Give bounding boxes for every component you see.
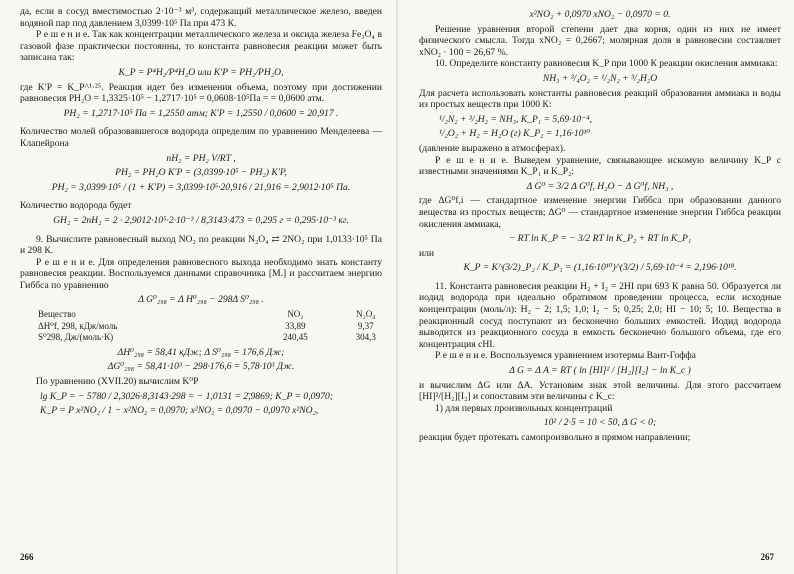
- equation: ¹/₂O₂ + H₂ = H₂O (г) K_P₂ = 1,16·10¹⁰: [439, 128, 591, 140]
- table-header-cell: N₂O₄: [356, 309, 376, 320]
- equation: ¹/₂N₂ + ³/₂H₂ = NH₃, K_P₁ = 5,69·10⁻⁴,: [439, 113, 592, 125]
- paragraph: и вычислим ΔG или ΔA. Установим знак этой величины. Для этого рассчитаем [HI]²/[H₂][I₂] и сопоставим эти величины с K_c:: [419, 379, 781, 403]
- table-cell: 304,3: [355, 332, 376, 343]
- thermo-table: [36, 309, 397, 344]
- paragraph: или: [419, 247, 435, 259]
- equation: K_P = K^(3/2)_P₂ / K_P₁ = (1,16·10¹⁰)^(3/2) / 5,69·10⁻⁴ = 2,196·10¹⁸.: [463, 262, 737, 274]
- equation: NH₃ + ³/₄O₂ = ¹/₂N₂ + ³/₂H₂O: [542, 72, 658, 84]
- paragraph: Решение уравнения второй степени дает два корня, один из них не имеет физического смысла. Тогда xNO₂ = 0,2667; молярная доля в равновесии составляет xNO₂ · 100 = 26,67 %.: [419, 23, 781, 58]
- equation: Δ G = Δ A = RT ( ln [HI]² / [H₂][I₂] − ln K_c ): [509, 365, 691, 377]
- paragraph: Для расчета использовать константы равновесия реакций образования аммиака и воды из простых веществ при 1000 К:: [419, 87, 781, 111]
- paragraph: Количество молей образовавшегося водорода определим по уравнению Менделеева — Клапейрона: [20, 126, 382, 149]
- equation: nH₂ = PH₂ V/RT ,: [166, 152, 236, 164]
- table-cell: S⁰298, Дж/(моль·К): [38, 332, 114, 343]
- table-row: [36, 332, 397, 344]
- equation: Δ G⁰₂₉₈ = Δ H⁰₂₉₈ − 298Δ S⁰₂₉₈ .: [138, 294, 264, 306]
- table-cell: ΔH⁰f, 298, кДж/моль: [38, 320, 118, 331]
- right-column: [419, 6, 781, 444]
- solution-paragraph: Р е ш е н и е. Выведем уравнение, связывающее искомую величину K_P с известными значениями K_P₁ и K_P₂:: [419, 154, 781, 178]
- equation: x²NO₂ + 0,0970 xNO₂ − 0,0970 = 0.: [529, 9, 671, 20]
- paragraph: реакция будет протекать самопроизвольно в прямом направлении;: [419, 432, 691, 443]
- problem-9: 9. Вычислите равновесный выход NO₂ по реакции N₂O₄ ⇄ 2NO₂ при 1,0133·10⁵ Па и 298 К.: [20, 233, 382, 257]
- equation: − RT ln K_P = − 3/2 RT ln K_P₂ + RT ln K_P₁: [508, 233, 692, 245]
- equation: PH₂ = PH₂O K′P = (3,0399·10⁵ − PH₂) K′P,: [115, 167, 287, 179]
- table-cell: 240,45: [283, 332, 308, 343]
- equation: GH₂ = 2nH₂ = 2 · 2,9012·10⁵·2·10⁻³ / 8,3143·473 = 0,295 г = 0,295·10⁻³ кг.: [53, 214, 349, 226]
- paragraph: По уравнению (XVII.20) вычислим K⁰P: [36, 376, 199, 388]
- paragraph: где ΔG⁰f,i — стандартное изменение энергии Гиббса при образовании данного вещества из простых веществ; ΔG⁰ — стандартное изменение энергии Гиббса реакции окисления аммиака,: [419, 195, 781, 230]
- equation: Δ G⁰ = 3/2 Δ G⁰f, H₂O − Δ G⁰f, NH₃ ,: [526, 180, 674, 192]
- equation: ΔH⁰₂₉₈ = 58,41 кДж; Δ S⁰₂₉₈ = 176,6 Дж;: [117, 346, 285, 358]
- solution-paragraph: Р е ш е н и е. Так как концентрации металлического железа и оксида железа Fe₃O₄ в газовой фазе практически постоянны, то константа равновесия реакции может быть записана так:: [20, 29, 382, 64]
- paragraph: да, если в сосуд вместимостью 2·10⁻³ м³, содержащий металлическое железо, введен водяной пар под давлением 3,0399·10⁵ Па при 473 К.: [20, 6, 382, 29]
- problem-11: 11. Константа равновесия реакции H₂ + I₂ = 2HI при 693 К равна 50. Образуется ли иодид водорода при идеально обратимом проведении процесса, если исходные концентрации (моль/л): H₂ − 2; 1,5; 1,0; I₂ − 5; 0,25; 2,0; HI − 10; 5; 10. Вещества в реакционный сосуд поступают из бесконечно больших емкостей. Иодид водорода выводится из реакционного сосуда в емкость бесконечно большого объема, где его концентрация cHI.: [419, 280, 781, 350]
- table-header-cell: NO₂: [287, 309, 304, 320]
- equation: ΔG⁰₂₉₈ = 58,41·10³ − 298·176,6 = 5,78·10³ Дж.: [107, 361, 295, 373]
- page-number: 267: [760, 552, 774, 562]
- paragraph: (давление выражено в атмосферах).: [419, 142, 566, 154]
- paragraph: Количество водорода будет: [20, 200, 132, 212]
- equation: 10² / 2·5 = 10 < 50, Δ G < 0;: [543, 417, 657, 429]
- solution-paragraph: Р е ш е н и е. Воспользуемся уравнением изотермы Вант-Гоффа: [435, 350, 696, 362]
- equation: lg K_P = − 5780 / 2,3026·8,3143·298 = − 1,0131 = 2̄,9869; K_P = 0,0970;: [40, 390, 333, 402]
- table-header-row: [36, 309, 397, 321]
- table-cell: 9,37: [357, 320, 374, 331]
- left-column: [20, 6, 382, 420]
- right-page: [397, 0, 794, 574]
- equation: K_P = P⁴H₂/P⁴H₂O или K′P = PH₂/PH₂O,: [118, 66, 284, 78]
- problem-10: 10. Определите константу равновесия K_P при 1000 К реакции окисления аммиака:: [435, 58, 778, 70]
- equation: PH₂ = 1,2717·10⁵ Па = 1,2550 атм; K′P = 1,2550 / 0,0600 = 20,917 .: [63, 107, 339, 119]
- table-cell: 33,89: [285, 320, 306, 331]
- page-number: 266: [20, 552, 34, 562]
- table-header-cell: Вещество: [38, 309, 76, 320]
- equation: K_P = P x²NO₂ / 1 − x²NO₂ = 0,0970; x²NO₂ = 0,0970 − 0,0970 x²NO₂,: [40, 405, 319, 417]
- paragraph: 1) для первых произвольных концентраций: [435, 402, 613, 414]
- paragraph: где K′P = K_P^¹·²⁵. Реакция идет без изменения объема, поэтому при достижении равновесия PH₂O = 1,3325·10⁵ − 1,2717·10⁵ = 0,0608·10⁵Па = = 0,0600 атм.: [20, 81, 382, 105]
- equation: PH₂ = 3,0399·10⁵ / (1 + K′P) = 3,0399·10⁵·20,916 / 21,916 = 2,9012·10⁵ Па.: [51, 181, 351, 193]
- table-row: [36, 321, 397, 333]
- solution-paragraph: Р е ш е н и е. Для определения равновесного выхода необходимо знать константу равновесия реакции. Воспользуемся данными справочника [М.] и рассчитаем энергию Гиббса по уравнению: [20, 256, 382, 291]
